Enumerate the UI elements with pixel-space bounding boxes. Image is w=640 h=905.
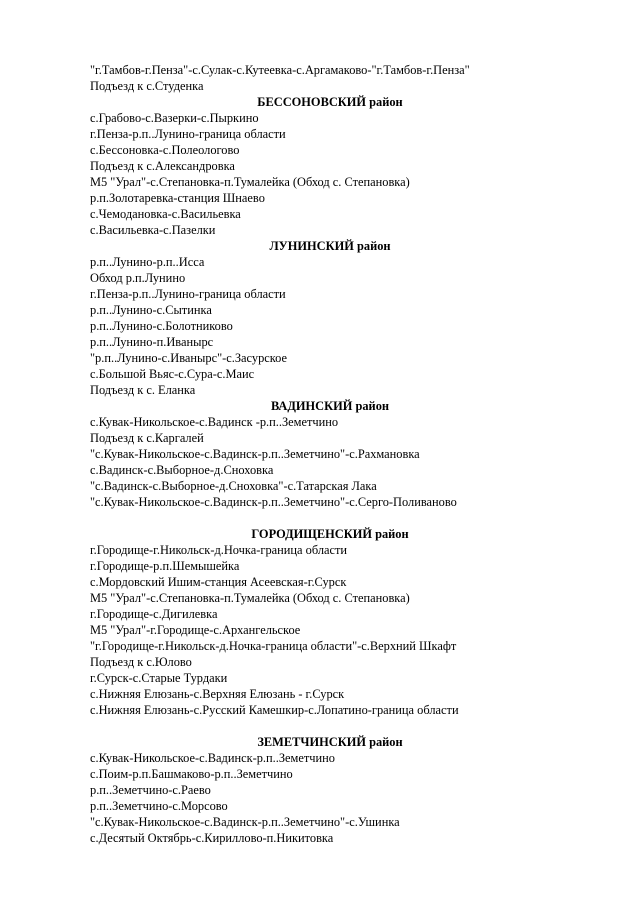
road-item: с.Десятый Октябрь-с.Кириллово-п.Никитовка [90, 831, 334, 845]
road-item: с.Чемодановка-с.Васильевка [90, 207, 241, 221]
district-section-luninsky [90, 238, 570, 398]
road-item: Подъезд к с.Каргалей [90, 431, 204, 445]
section-spacer [90, 510, 570, 526]
intro-line: Подъезд к с.Студенка [90, 79, 204, 93]
district-section-zemetchinsky [90, 718, 570, 846]
road-item: р.п..Лунино-с.Сытинка [90, 303, 212, 317]
road-item: р.п..Лунино-с.Болотниково [90, 319, 233, 333]
road-item: с.Поим-р.п.Башмаково-р.п..Земетчино [90, 767, 293, 781]
road-item: р.п.Золотаревка-станция Шнаево [90, 191, 265, 205]
road-item: с.Кувак-Никольское-с.Вадинск -р.п..Земетчино [90, 415, 339, 429]
road-item: "с.Кувак-Никольское-с.Вадинск-р.п..Земетчино"-с.Рахмановка [90, 447, 420, 461]
road-item: Подъезд к с.Александровка [90, 159, 235, 173]
road-item: Обход р.п.Лунино [90, 271, 186, 285]
district-section-bessonovsky [90, 94, 570, 238]
road-item: "р.п..Лунино-с.Иваныpc"-с.Засурское [90, 351, 288, 365]
road-item: р.п..Лунино-р.п..Исса [90, 255, 205, 269]
road-item: с.Большой Вьяс-с.Сура-с.Маис [90, 367, 255, 381]
section-spacer [90, 718, 570, 734]
road-item: с.Кувак-Никольское-с.Вадинск-р.п..Земетчино [90, 751, 335, 765]
road-item: Подъезд к с.Юлово [90, 655, 192, 669]
road-item: с.Бессоновка-с.Полеологово [90, 143, 240, 157]
road-item: г.Пенза-р.п..Лунино-граница области [90, 287, 286, 301]
road-item: р.п..Земетчино-с.Раево [90, 783, 211, 797]
road-item: "с.Кувак-Никольское-с.Вадинск-р.п..Земетчино"-с.Серго-Поливаново [90, 495, 457, 509]
road-item: с.Вадинск-с.Выборное-д.Сноховка [90, 463, 274, 477]
road-item: "с.Вадинск-с.Выборное-д.Сноховка"-с.Татарская Лака [90, 479, 377, 493]
road-item: "с.Кувак-Никольское-с.Вадинск-р.п..Земетчино"-с.Ушинка [90, 815, 400, 829]
road-item: М5 "Урал"-с.Степановка-п.Тумалейка (Обход с. Степановка) [90, 591, 410, 605]
road-item: с.Грабово-с.Вазерки-с.Пыркино [90, 111, 259, 125]
road-item: "г.Городище-г.Никольск-д.Ночка-граница области"-с.Верхний Шкафт [90, 639, 457, 653]
district-heading: ГОРОДИЩЕНСКИЙ район [251, 527, 409, 541]
district-section-vadinsky [90, 398, 570, 510]
road-item: г.Городище-р.п.Шемышейка [90, 559, 240, 573]
district-heading: ЗЕМЕТЧИНСКИЙ район [257, 735, 403, 749]
district-section-gorodishchensky [90, 510, 570, 718]
road-item: г.Пенза-р.п..Лунино-граница области [90, 127, 286, 141]
district-heading: БЕССОНОВСКИЙ район [257, 95, 403, 109]
road-item: М5 "Урал"-с.Степановка-п.Тумалейка (Обход с. Степановка) [90, 175, 410, 189]
road-item: с.Нижняя Елюзань-с.Верхняя Елюзань - г.Сурск [90, 687, 345, 701]
road-item: г.Городище-г.Никольск-д.Ночка-граница области [90, 543, 348, 557]
district-heading: ВАДИНСКИЙ район [270, 399, 390, 413]
intro-line: "г.Тамбов-г.Пенза"-с.Сулак-с.Кутеевка-с.Аргамаково-"г.Тамбов-г.Пенза" [90, 63, 470, 77]
road-item: г.Городище-с.Дигилевка [90, 607, 218, 621]
road-item: М5 "Урал"-г.Городище-с.Архангельское [90, 623, 301, 637]
road-item: р.п..Лунино-п.Иваныpc [90, 335, 214, 349]
road-item: г.Сурск-с.Старые Турдаки [90, 671, 228, 685]
road-item: с.Васильевка-с.Пазелки [90, 223, 216, 237]
road-item: с.Нижняя Елюзань-с.Русский Камешкир-с.Лопатино-граница области [90, 703, 459, 717]
road-item: с.Мордовский Ишим-станция Асеевская-г.Сурск [90, 575, 347, 589]
district-heading: ЛУНИНСКИЙ район [269, 239, 391, 253]
road-list [90, 62, 570, 846]
road-item: р.п..Земетчино-с.Морсово [90, 799, 228, 813]
road-item: Подъезд к с. Еланка [90, 383, 196, 397]
